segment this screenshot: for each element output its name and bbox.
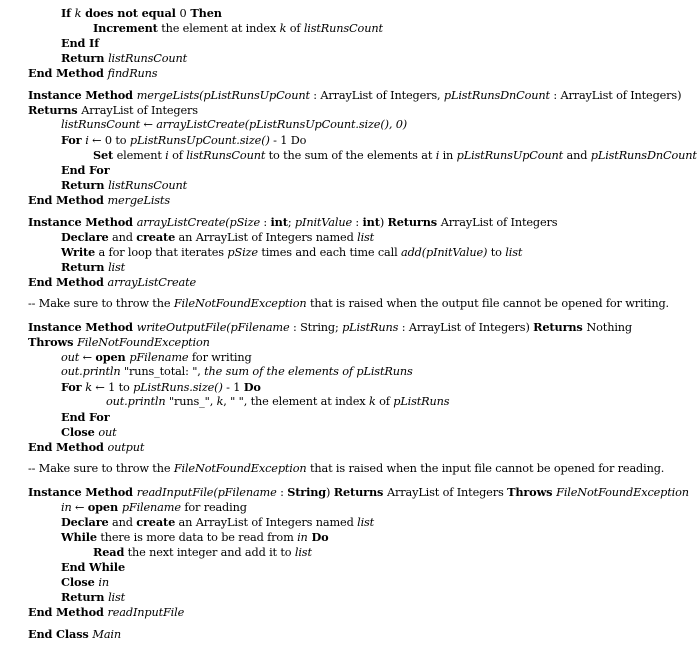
plain-text: 0 [179, 7, 187, 20]
keyword-text: Instance Method [28, 485, 137, 499]
keyword-text: Then [186, 6, 222, 20]
plain-text: : ArrayList of Integers, [309, 89, 444, 102]
plain-text: there is more data to be read from [96, 531, 298, 544]
identifier-text: pListRunsUpCount.size() [129, 134, 270, 147]
keyword-text: If [61, 6, 75, 20]
keyword-text: Declare [61, 230, 109, 244]
keyword-text: Read [93, 545, 125, 559]
plain-text: Nothing [586, 321, 632, 334]
keyword-text: Instance Method [28, 215, 137, 229]
keyword-text: Do [243, 380, 261, 394]
plain-text: the element at index [157, 22, 280, 35]
keyword-text: End Method [28, 440, 108, 454]
keyword-text: create [136, 515, 176, 529]
code-line [61, 118, 407, 132]
identifier-text: mergeLists [107, 194, 170, 207]
identifier-text: out.println [106, 395, 166, 408]
keyword-text: Set [93, 148, 114, 162]
code-line [28, 88, 681, 103]
plain-text: times and each time call [257, 246, 401, 259]
identifier-text: FileNotFoundException [77, 336, 210, 349]
keyword-text: Close [61, 575, 99, 589]
keyword-text: End For [61, 163, 110, 177]
identifier-text: pListRuns.size() [133, 381, 223, 394]
plain-text: for writing [188, 351, 252, 364]
keyword-text: For [61, 380, 86, 394]
plain-text: of [286, 22, 304, 35]
plain-text: element [113, 149, 166, 162]
keyword-text: open [95, 350, 130, 364]
code-line [61, 515, 374, 530]
identifier-text: i [435, 149, 440, 162]
identifier-text: in [297, 531, 308, 544]
identifier-text: listRunsCount ← arrayListCreate(pListRunsUpCount.size(), 0) [61, 118, 408, 131]
keyword-text: Return [61, 178, 109, 192]
plain-text: -- Make sure to throw the [28, 462, 174, 475]
keyword-text: Returns [387, 215, 441, 229]
keyword-text: Return [61, 51, 109, 65]
keyword-text: Increment [93, 21, 158, 35]
code-line [61, 245, 522, 260]
code-line [61, 530, 329, 545]
identifier-text: listRunsCount [186, 149, 266, 162]
plain-text: : [259, 216, 271, 229]
keyword-text: open [87, 500, 122, 514]
identifier-text: the sum of the elements of pListRuns [204, 365, 413, 378]
keyword-text: For [61, 133, 86, 147]
plain-text: ← 1 to [91, 381, 134, 394]
code-line [28, 440, 144, 455]
plain-text: to [487, 246, 506, 259]
code-line [93, 148, 697, 163]
identifier-text: k [216, 395, 224, 408]
plain-text: that is raised when the input file cannot be opened for reading. [306, 462, 665, 475]
identifier-text: list [505, 246, 523, 259]
code-line [61, 51, 187, 66]
keyword-text: Return [61, 260, 109, 274]
keyword-text: Write [61, 245, 96, 259]
plain-text: the next integer and add it to [124, 546, 295, 559]
identifier-text: k [368, 395, 376, 408]
plain-text: "runs_", [165, 395, 217, 408]
identifier-text: list [357, 516, 375, 529]
code-line [28, 215, 557, 230]
code-line [93, 545, 312, 560]
identifier-text: in ← [61, 501, 88, 514]
keyword-text: Throws [28, 335, 78, 349]
plain-text: and [563, 149, 591, 162]
plain-text: , " ", the element at index [223, 395, 369, 408]
code-line [28, 103, 198, 118]
keyword-text: Returns [533, 320, 587, 334]
identifier-text: readInputFile(pFilename [136, 486, 277, 499]
keyword-text: Returns [333, 485, 387, 499]
identifier-text: arrayListCreate [107, 276, 197, 289]
plain-text: ) [326, 486, 334, 499]
code-line [28, 485, 689, 500]
identifier-text: list [108, 591, 126, 604]
code-line [61, 560, 125, 575]
identifier-text: output [107, 441, 145, 454]
identifier-text: list [294, 546, 312, 559]
identifier-text: in [98, 576, 109, 589]
comment-line [28, 462, 664, 476]
identifier-text: out ← [61, 351, 96, 364]
code-line [61, 590, 125, 605]
code-line [61, 425, 117, 440]
keyword-text: While [61, 530, 97, 544]
code-line [61, 575, 109, 590]
code-line [28, 627, 121, 642]
identifier-text: add(pInitValue) [401, 246, 488, 259]
keyword-text: int [362, 215, 380, 229]
plain-text: and [108, 516, 137, 529]
plain-text: ← 0 to [88, 134, 130, 147]
keyword-text: End Method [28, 275, 108, 289]
keyword-text: End If [61, 36, 99, 50]
identifier-text: pInitValue [294, 216, 352, 229]
plain-text: an ArrayList of Integers named [175, 231, 358, 244]
keyword-text: End Class [28, 627, 93, 641]
plain-text: - 1 [222, 381, 244, 394]
identifier-text: listRunsCount [108, 52, 188, 65]
keyword-text: int [270, 215, 288, 229]
keyword-text: Declare [61, 515, 109, 529]
code-line [61, 133, 306, 148]
plain-text: -- Make sure to throw the [28, 297, 174, 310]
identifier-text: list [357, 231, 375, 244]
identifier-text: i [85, 134, 89, 147]
identifier-text: readInputFile [107, 606, 185, 619]
identifier-text: out.println [61, 365, 121, 378]
keyword-text: Throws [507, 485, 557, 499]
identifier-text: k [279, 22, 287, 35]
identifier-text: listRunsCount [108, 179, 188, 192]
identifier-text: list [108, 261, 126, 274]
plain-text: a for loop that iterates [95, 246, 228, 259]
keyword-text: End Method [28, 193, 108, 207]
plain-text: ) [379, 216, 388, 229]
code-line [28, 66, 157, 81]
keyword-text: Instance Method [28, 88, 137, 102]
code-line [61, 350, 252, 365]
plain-text: : String; [289, 321, 343, 334]
plain-text: : [351, 216, 363, 229]
identifier-text: i [165, 149, 169, 162]
keyword-text: End Method [28, 605, 108, 619]
plain-text: - 1 Do [269, 134, 307, 147]
code-line [93, 21, 383, 36]
plain-text: for reading [180, 501, 247, 514]
code-line [61, 260, 125, 275]
code-line [28, 193, 170, 208]
identifier-text: FileNotFoundException [173, 462, 307, 475]
plain-text: : [276, 486, 288, 499]
code-line [28, 320, 632, 335]
code-line [61, 500, 247, 515]
identifier-text: findRuns [107, 67, 158, 80]
keyword-text: Do [307, 530, 329, 544]
plain-text: to the sum of the elements at [265, 149, 436, 162]
code-line [61, 163, 110, 178]
keyword-text: Return [61, 590, 109, 604]
keyword-text: String [287, 485, 327, 499]
identifier-text: writeOutputFile(pFilename [136, 321, 290, 334]
plain-text: an ArrayList of Integers named [175, 516, 358, 529]
identifier-text: pFilename [121, 501, 181, 514]
code-line [61, 410, 110, 425]
plain-text: ArrayList of Integers [81, 104, 198, 117]
identifier-text: out [98, 426, 117, 439]
keyword-text: End Method [28, 66, 108, 80]
identifier-text: listRunsCount [303, 22, 383, 35]
plain-text: : ArrayList of Integers) [398, 321, 534, 334]
identifier-text: pListRunsDnCount [590, 149, 697, 162]
identifier-text: pListRunsDnCount [443, 89, 550, 102]
keyword-text: does not equal [81, 6, 180, 20]
code-line [28, 275, 196, 290]
identifier-text: mergeLists(pListRunsUpCount [136, 89, 310, 102]
keyword-text: Instance Method [28, 320, 137, 334]
identifier-text: k [85, 381, 92, 394]
plain-text: of [168, 149, 187, 162]
identifier-text: FileNotFoundException [556, 486, 689, 499]
plain-text: in [439, 149, 457, 162]
plain-text: ArrayList of Integers [387, 486, 508, 499]
identifier-text: pListRuns [342, 321, 399, 334]
identifier-text: pListRuns [393, 395, 450, 408]
plain-text: : ArrayList of Integers) [549, 89, 682, 102]
code-line [61, 36, 99, 51]
plain-text: ArrayList of Integers [440, 216, 558, 229]
identifier-text: k [74, 7, 82, 20]
plain-text: that is raised when the output file cannot be opened for writing. [306, 297, 669, 310]
keyword-text: Close [61, 425, 99, 439]
code-line [61, 380, 261, 395]
keyword-text: End For [61, 410, 110, 424]
keyword-text: End While [61, 560, 125, 574]
identifier-text: FileNotFoundException [173, 297, 307, 310]
code-line [28, 605, 184, 620]
code-line [61, 6, 222, 21]
code-line [61, 178, 187, 193]
code-line [61, 365, 413, 379]
plain-text: ; [287, 216, 295, 229]
identifier-text: pListRunsUpCount [456, 149, 564, 162]
code-line [28, 335, 210, 350]
plain-text: of [375, 395, 394, 408]
plain-text: and [108, 231, 137, 244]
identifier-text: Main [92, 628, 122, 641]
code-line [106, 395, 449, 409]
keyword-text: create [136, 230, 176, 244]
plain-text: "runs_total: ", [120, 365, 205, 378]
comment-line [28, 297, 669, 311]
identifier-text: arrayListCreate(pSize [136, 216, 260, 229]
keyword-text: Returns [28, 103, 82, 117]
identifier-text: pSize [227, 246, 258, 259]
code-line [61, 230, 374, 245]
identifier-text: pFilename [129, 351, 189, 364]
